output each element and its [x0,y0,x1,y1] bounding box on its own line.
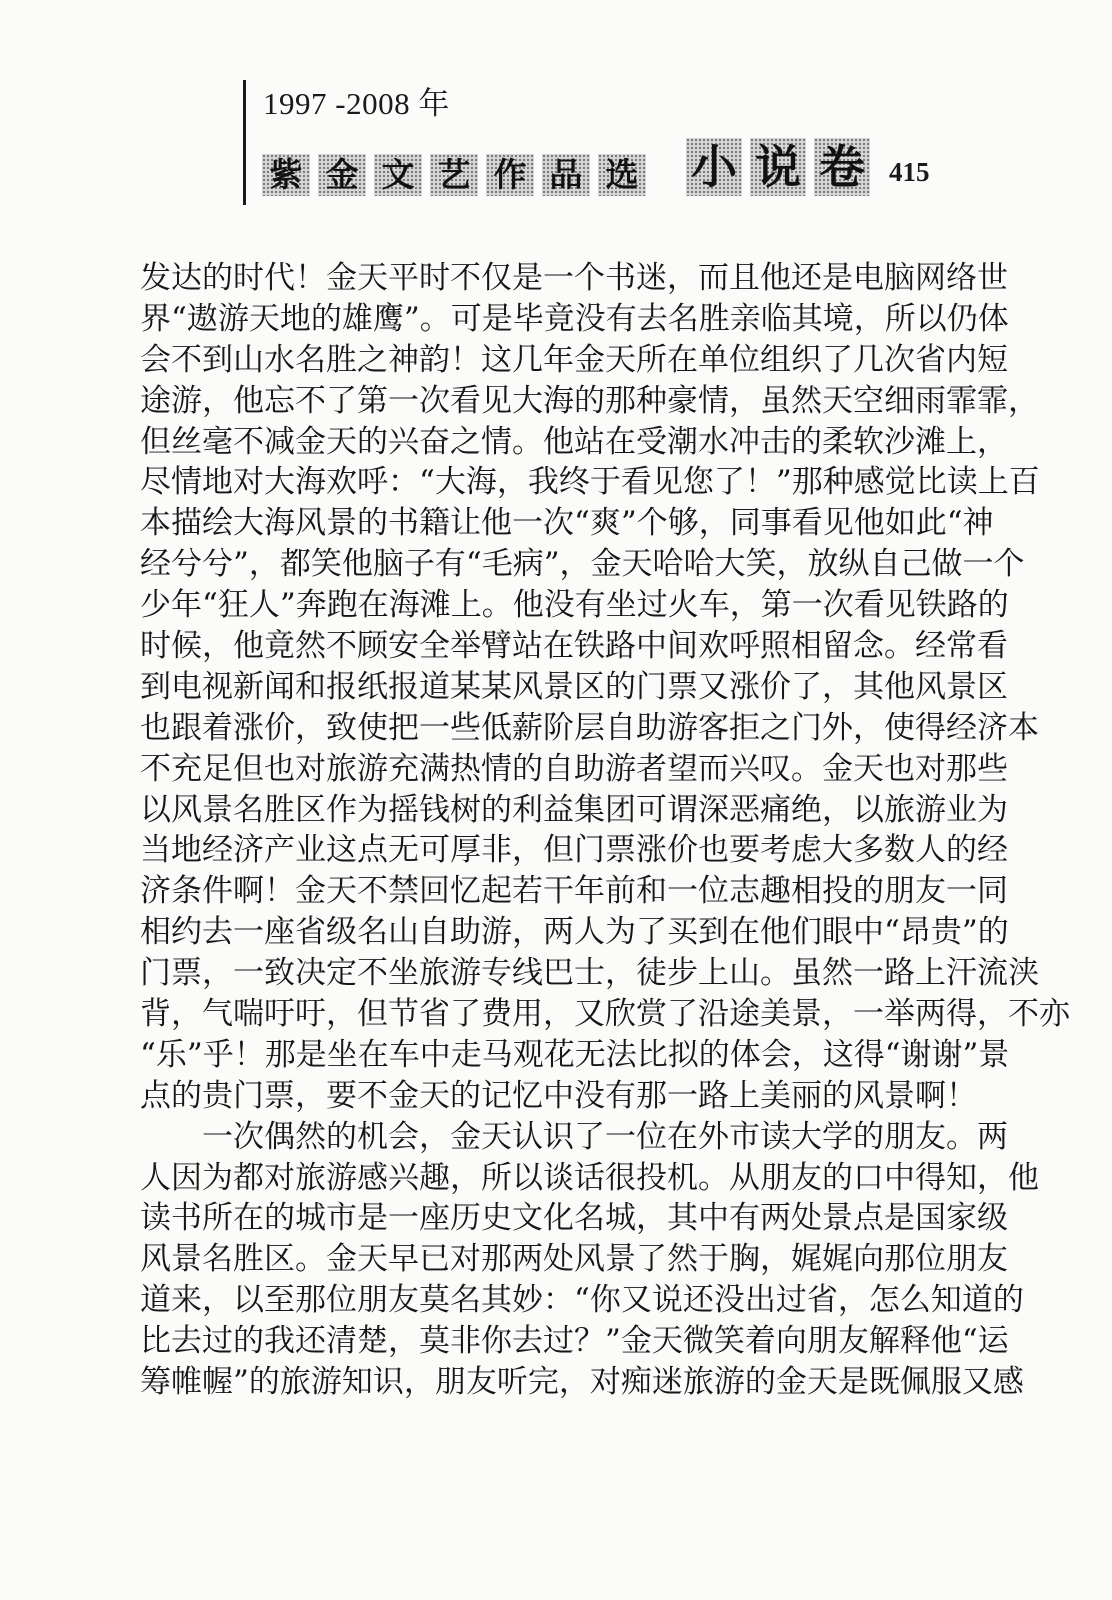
volume-title-char: 卷 [814,138,870,196]
series-title-char: 品 [542,154,590,196]
header-years: 1997 -2008 年 [263,86,450,121]
text-line: 会不到山水名胜之神韵！这几年金天所在单位组织了几次省内短 [140,341,1008,378]
text-line: 发达的时代！金天平时不仅是一个书迷，而且他还是电脑网络世 [140,260,1008,296]
series-title-char: 艺 [430,154,478,196]
series-title-char: 文 [374,154,422,196]
text-line: 本描绘大海风景的书籍让他一次“爽”个够，同事看见他如此“神 [140,505,994,542]
text-line: 途游，他忘不了第一次看见大海的那种豪情，虽然天空细雨霏霏， [140,382,1039,419]
text-line: 经兮兮”，都笑他脑子有“毛病”，金天哈哈大笑，放纵自己做一个 [140,546,1025,583]
text-line: 少年“狂人”奔跑在海滩上。他没有坐过火车，第一次看见铁路的 [140,587,1009,624]
text-line: 界“遨游天地的雄鹰”。可是毕竟没有去名胜亲临其境，所以仍体 [140,300,1009,337]
text-line: 风景名胜区。金天早已对那两处风景了然于胸，娓娓向那位朋友 [140,1241,1008,1278]
text-line: 比去过的我还清楚，莫非你去过？”金天微笑着向朋友解释他“运 [140,1323,1009,1360]
text-line: 读书所在的城市是一座历史文化名城，其中有两处景点是国家级 [140,1200,1008,1237]
text-line: 人因为都对旅游感兴趣，所以谈话很投机。从朋友的口中得知，他 [140,1159,1039,1196]
header-vertical-rule [243,80,246,205]
text-line: 背，气喘吁吁，但节省了费用，又欣赏了沿途美景，一举两得，不亦 [140,996,1070,1033]
text-line: 道来，以至那位朋友莫名其妙：“你又说还没出过省，怎么知道的 [140,1282,1024,1319]
series-title-char: 金 [318,154,366,196]
text-line: 尽情地对大海欢呼：“大海，我终于看见您了！”那种感觉比读上百 [140,464,1040,501]
series-title-char: 选 [598,154,646,196]
series-title-char: 紫 [262,154,310,196]
text-line: 门票，一致决定不坐旅游专线巴士，徒步上山。虽然一路上汗流浃 [140,955,1039,992]
text-line: 但丝毫不减金天的兴奋之情。他站在受潮水冲击的柔软沙滩上， [140,423,1008,460]
header-title [262,132,870,196]
body-text [140,258,1070,1403]
text-line: 筹帷幄”的旅游知识，朋友听完，对痴迷旅游的金天是既佩服又感 [140,1364,1024,1401]
series-title-char: 作 [486,154,534,196]
text-line: 济条件啊！金天不禁回忆起若干年前和一位志趣相投的朋友一同 [140,873,1008,910]
text-line: 点的贵门票，要不金天的记忆中没有那一路上美丽的风景啊！ [140,1077,977,1114]
text-line: 不充足但也对旅游充满热情的自助游者望而兴叹。金天也对那些 [140,750,1008,787]
text-line: 也跟着涨价，致使把一些低薪阶层自助游客拒之门外，使得经济本 [140,709,1039,746]
volume-title-char: 小 [686,138,742,196]
text-line: 一次偶然的机会，金天认识了一位在外市读大学的朋友。两 [202,1118,1008,1155]
page-number: 415 [889,157,930,187]
text-line: “乐”乎！那是坐在车中走马观花无法比拟的体会，这得“谢谢”景 [140,1036,1010,1073]
text-line: 到电视新闻和报纸报道某某风景区的门票又涨价了，其他风景区 [140,668,1008,705]
text-line: 相约去一座省级名山自助游，两人为了买到在他们眼中“昂贵”的 [140,914,1009,951]
text-line: 时候，他竟然不顾安全举臂站在铁路中间欢呼照相留念。经常看 [140,628,1008,665]
volume-title-char: 说 [750,138,806,196]
text-line: 当地经济产业这点无可厚非，但门票涨价也要考虑大多数人的经 [140,832,1008,869]
text-line: 以风景名胜区作为摇钱树的利益集团可谓深恶痛绝，以旅游业为 [140,791,1008,828]
